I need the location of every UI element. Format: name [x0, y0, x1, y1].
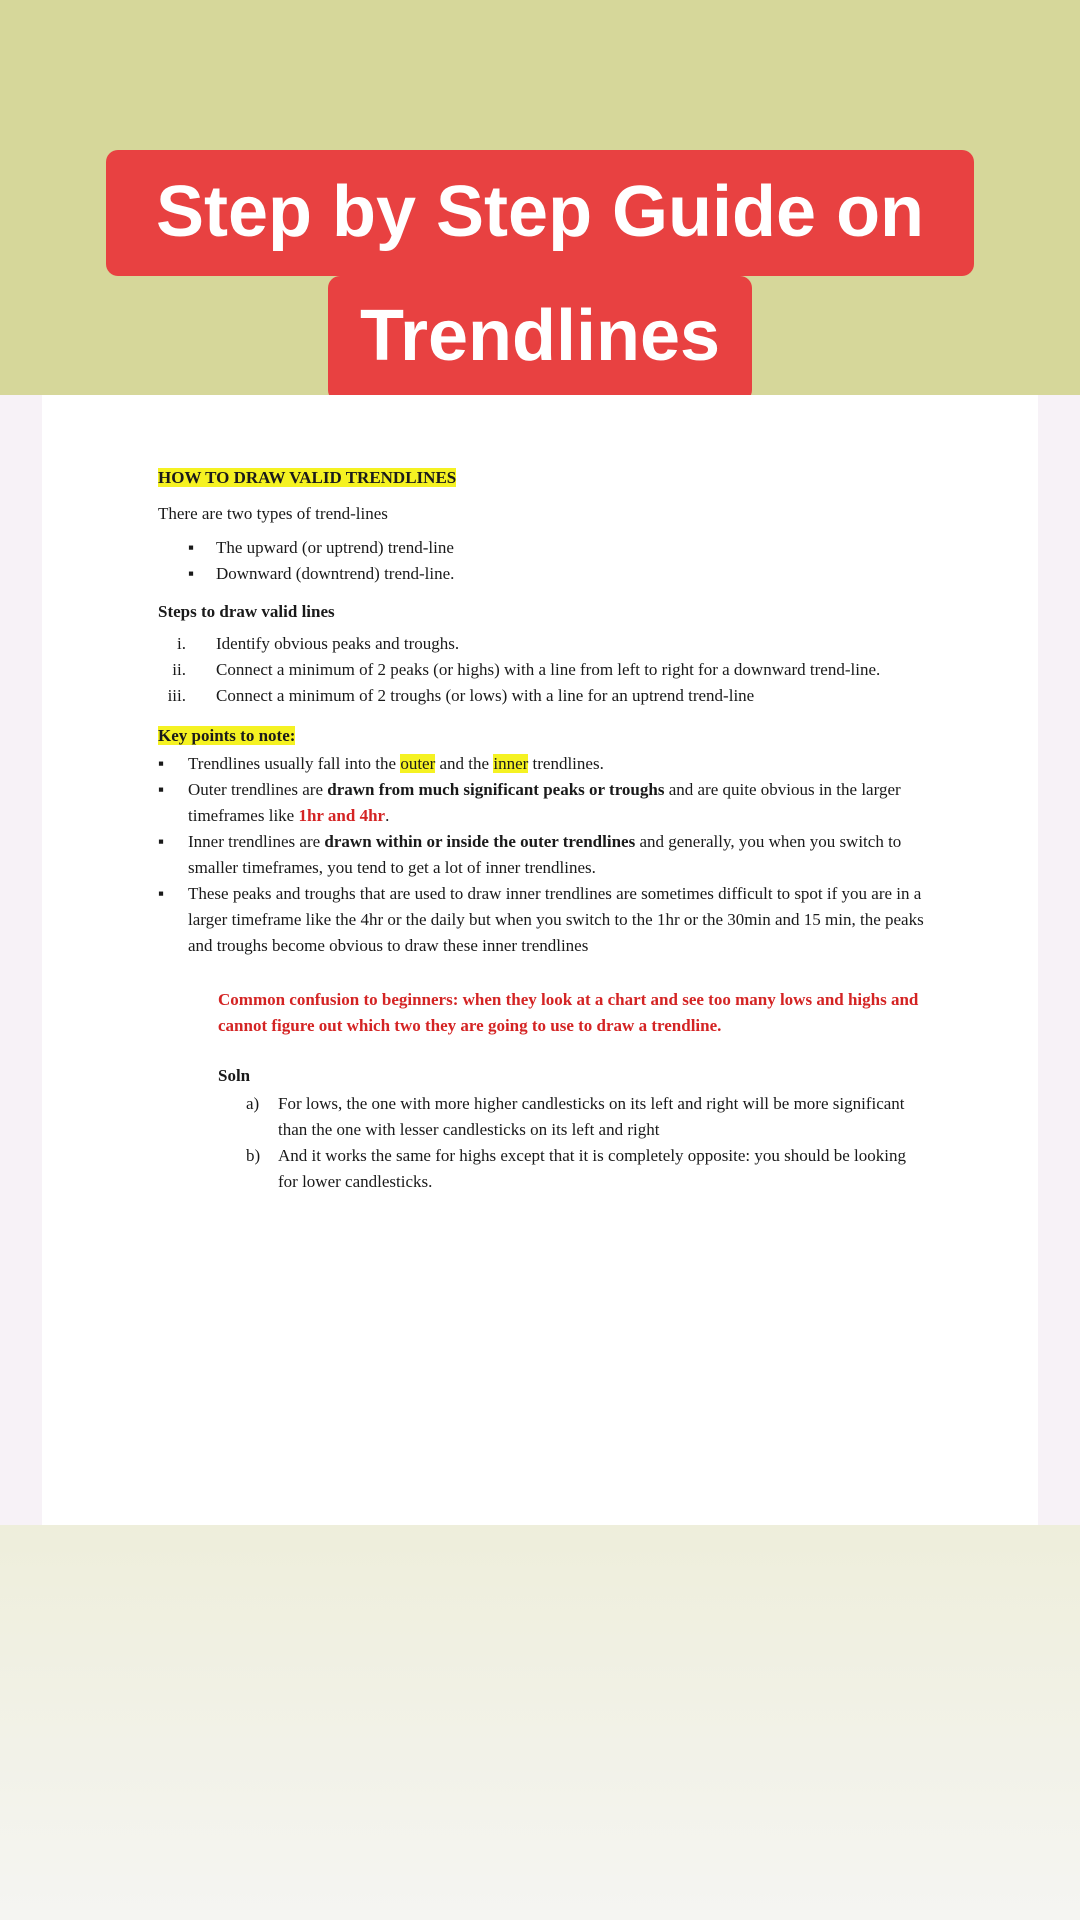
doc-heading: HOW TO DRAW VALID TRENDLINES: [158, 468, 457, 487]
list-item: ▪ The upward (or uptrend) trend-line: [158, 535, 928, 561]
soln-list: [218, 1091, 928, 1195]
list-item: ▪ These peaks and troughs that are used to draw inner trendlines are sometimes difficult to spot if you are in a larger timeframe like the 4hr or the daily but when you switch to the 1hr or the 30min and 15 min, the peaks and troughs become obvious to draw these inner trendlines: [158, 881, 928, 959]
list-item: i. Identify obvious peaks and troughs.: [177, 634, 460, 653]
confusion-note: Common confusion to beginners: when they look at a chart and see too many lows and highs and cannot figure out which two they are going to use to draw a trendline.: [218, 990, 919, 1035]
list-item: a) For lows, the one with more higher candlesticks on its left and right will be more significant than the one with lesser candlesticks on its left and right: [246, 1094, 905, 1139]
list-item: ▪ Trendlines usually fall into the outer and the inner trendlines.: [158, 751, 928, 777]
soln-section: [218, 1063, 928, 1195]
list-item: ii. Connect a minimum of 2 peaks (or highs) with a line from left to right for a downward trend-line.: [172, 660, 881, 679]
list-item: ▪ Outer trendlines are drawn from much significant peaks or troughs and are quite obvious in the larger timeframes like 1hr and 4hr.: [158, 777, 928, 829]
title-line-2: Trendlines: [328, 276, 752, 402]
document-content: [158, 465, 928, 1195]
list-item: iii. Connect a minimum of 2 troughs (or lows) with a line for an uptrend trend-line: [167, 686, 755, 705]
title-overlay: [0, 150, 1080, 402]
soln-heading: Soln: [218, 1066, 251, 1085]
doc-intro: There are two types of trend-lines: [158, 504, 388, 523]
list-item: ▪ Downward (downtrend) trend-line.: [158, 561, 928, 587]
key-heading: Key points to note:: [158, 726, 296, 745]
title-line-1: Step by Step Guide on: [106, 150, 974, 276]
bottom-band: [0, 1525, 1080, 1920]
steps-heading: Steps to draw valid lines: [158, 602, 335, 621]
list-item: b) And it works the same for highs except that it is completely opposite: you should be looking for lower candlesticks.: [246, 1146, 906, 1191]
types-list: [158, 535, 928, 587]
key-points-list: [158, 751, 928, 959]
steps-list: [158, 631, 928, 709]
list-item: ▪ Inner trendlines are drawn within or inside the outer trendlines and generally, you when you switch to smaller timeframes, you tend to get a lot of inner trendlines.: [158, 829, 928, 881]
